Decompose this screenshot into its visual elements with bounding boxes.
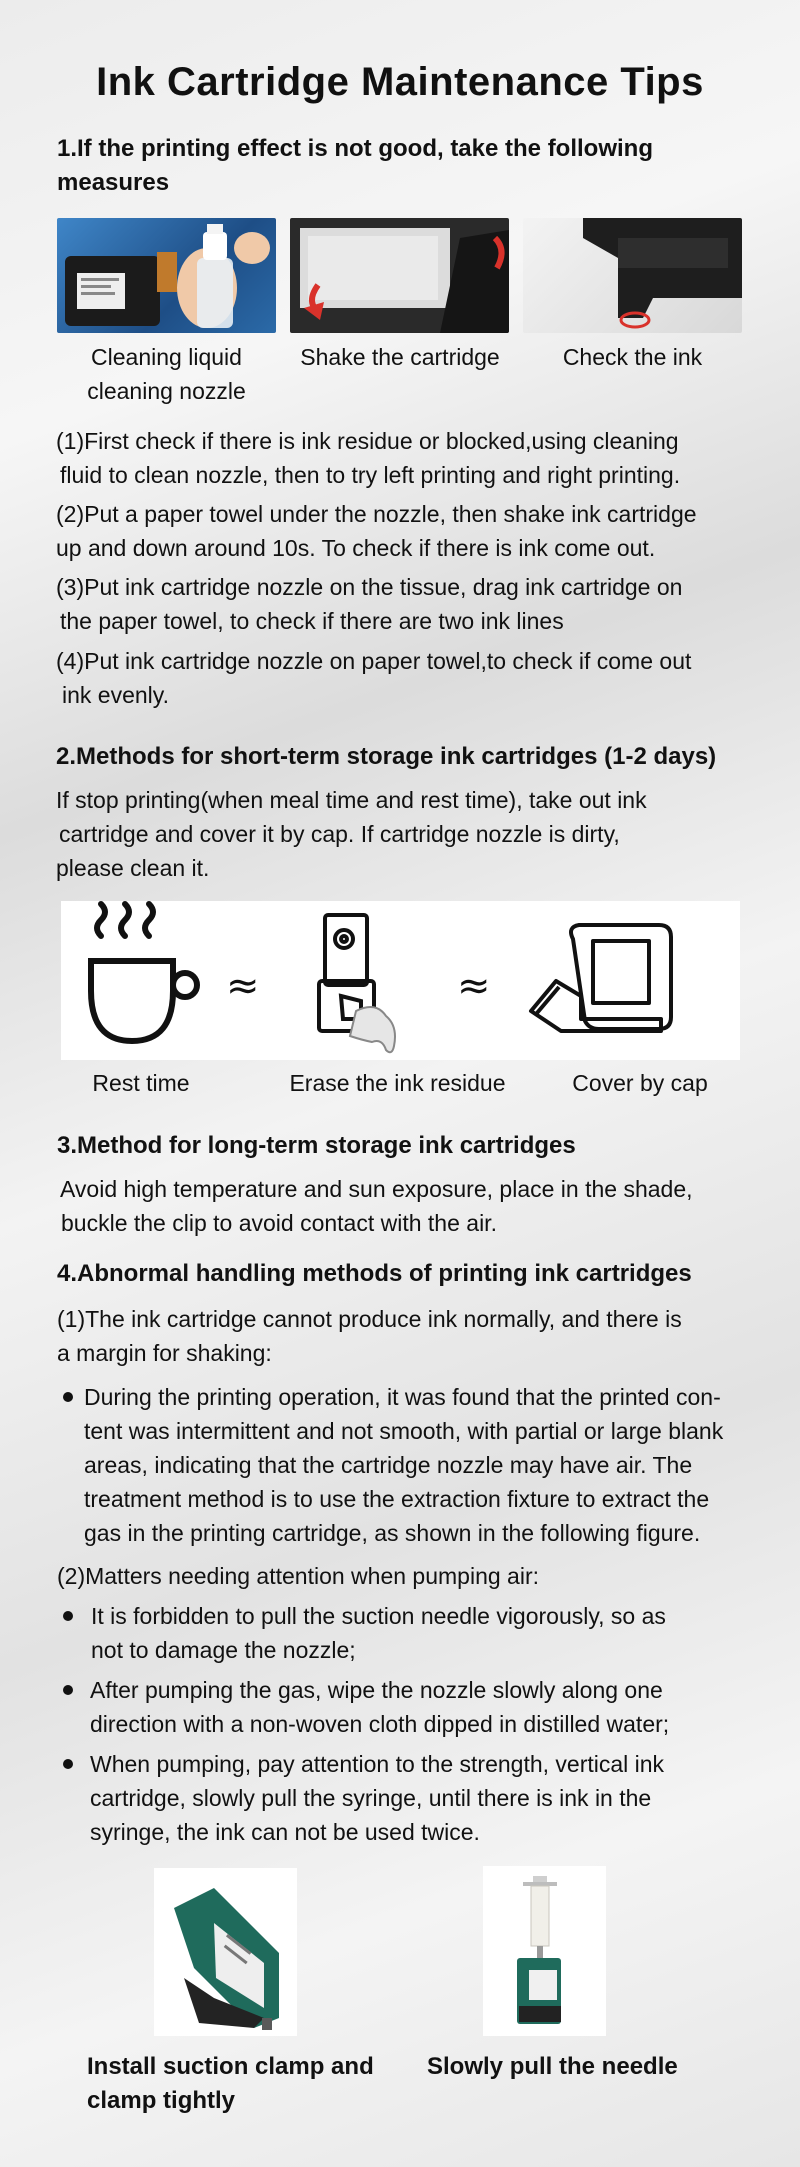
storage-diagram-svg <box>61 901 740 1060</box>
caption-cover: Cover by cap <box>572 1070 708 1096</box>
suction-clamp-illustration <box>154 1868 297 2036</box>
section4-bullet3: After pumping the gas, wipe the nozzle slowly along one direction with a non-woven cloth dipped in distilled water; <box>90 1677 670 1737</box>
syringe-photo <box>483 1866 606 2036</box>
bullet-dot <box>63 1685 73 1695</box>
section2-heading: 2.Methods for short-term storage ink cartridges (1-2 days) <box>56 743 717 770</box>
figure-caption-needle: Slowly pull the needle <box>427 2053 678 2080</box>
syringe-illustration <box>483 1866 606 2036</box>
section4-bullet4: When pumping, pay attention to the strength, vertical ink cartridge, slowly pull the syringe, until there is ink in the syringe, the ink can not be used twice. <box>90 1751 665 1845</box>
bullet-dot <box>63 1611 73 1621</box>
cleaning-illustration <box>57 218 276 333</box>
step-4: (4)Put ink cartridge nozzle on paper towel,to check if come out ink evenly. <box>56 648 692 708</box>
step-2: (2)Put a paper towel under the nozzle, then shake ink cartridge up and down around 10s. To check if there is ink come out. <box>56 501 697 561</box>
bullet-dot <box>63 1759 73 1769</box>
check-ink-illustration <box>523 218 742 333</box>
shake-photo <box>290 218 509 333</box>
cloth-shape <box>350 1007 395 1052</box>
section3-heading: 3.Method for long-term storage ink cartridges <box>57 1132 576 1159</box>
section1-heading: 1.If the printing effect is not good, take the following measures <box>57 135 653 196</box>
caption-check-ink: Check the ink <box>562 344 703 370</box>
shake-illustration <box>290 218 509 333</box>
approx-sign-2: ≈ <box>457 963 491 1009</box>
caption-cleaning: Cleaning liquid cleaning nozzle <box>87 344 246 404</box>
section4-heading: 4.Abnormal handling methods of printing ink cartridges <box>57 1260 692 1287</box>
section4-bullet2: It is forbidden to pull the suction needle vigorously, so as not to damage the nozzle; <box>91 1603 666 1663</box>
cleaning-photo <box>57 218 276 333</box>
caption-rest-time: Rest time <box>92 1070 190 1096</box>
cap-cartridge-icon <box>531 925 671 1031</box>
step-3: (3)Put ink cartridge nozzle on the tissue, drag ink cartridge on the paper towel, to check if there are two ink lines <box>56 574 683 634</box>
section4-bullet1: During the printing operation, it was found that the printed con- tent was intermittent and not smooth, with partial or large blank areas, indicating that the cartridge nozzle may have air. The treatment method is to use the extraction fixture to extract the gas in the printing cartridge, as shown in the following figure. <box>84 1384 724 1546</box>
caption-shake: Shake the cartridge <box>300 344 500 370</box>
storage-diagram <box>61 901 740 1060</box>
approx-sign-1: ≈ <box>226 963 260 1009</box>
check-ink-photo <box>523 218 742 333</box>
section4-sub1: (1)The ink cartridge cannot produce ink normally, and there is a margin for shaking: <box>57 1306 682 1366</box>
coffee-cup-icon <box>91 904 197 1041</box>
caption-erase: Erase the ink residue <box>289 1070 506 1096</box>
step-1: (1)First check if there is ink residue or blocked,using cleaning fluid to clean nozzle, then to try left printing and right printing. <box>56 428 681 488</box>
suction-clamp-photo <box>154 1868 297 2036</box>
figure-caption-clamp: Install suction clamp and clamp tightly <box>87 2053 374 2114</box>
page-title: Ink Cartridge Maintenance Tips <box>96 60 704 104</box>
bullet-dot <box>63 1392 73 1402</box>
section4-sub2: (2)Matters needing attention when pumping air: <box>57 1563 540 1589</box>
section2-paragraph: If stop printing(when meal time and rest time), take out ink cartridge and cover it by cap. If cartridge nozzle is dirty, please clean it. <box>56 787 647 881</box>
section3-paragraph: Avoid high temperature and sun exposure, place in the shade, buckle the clip to avoid contact with the air. <box>60 1176 693 1236</box>
